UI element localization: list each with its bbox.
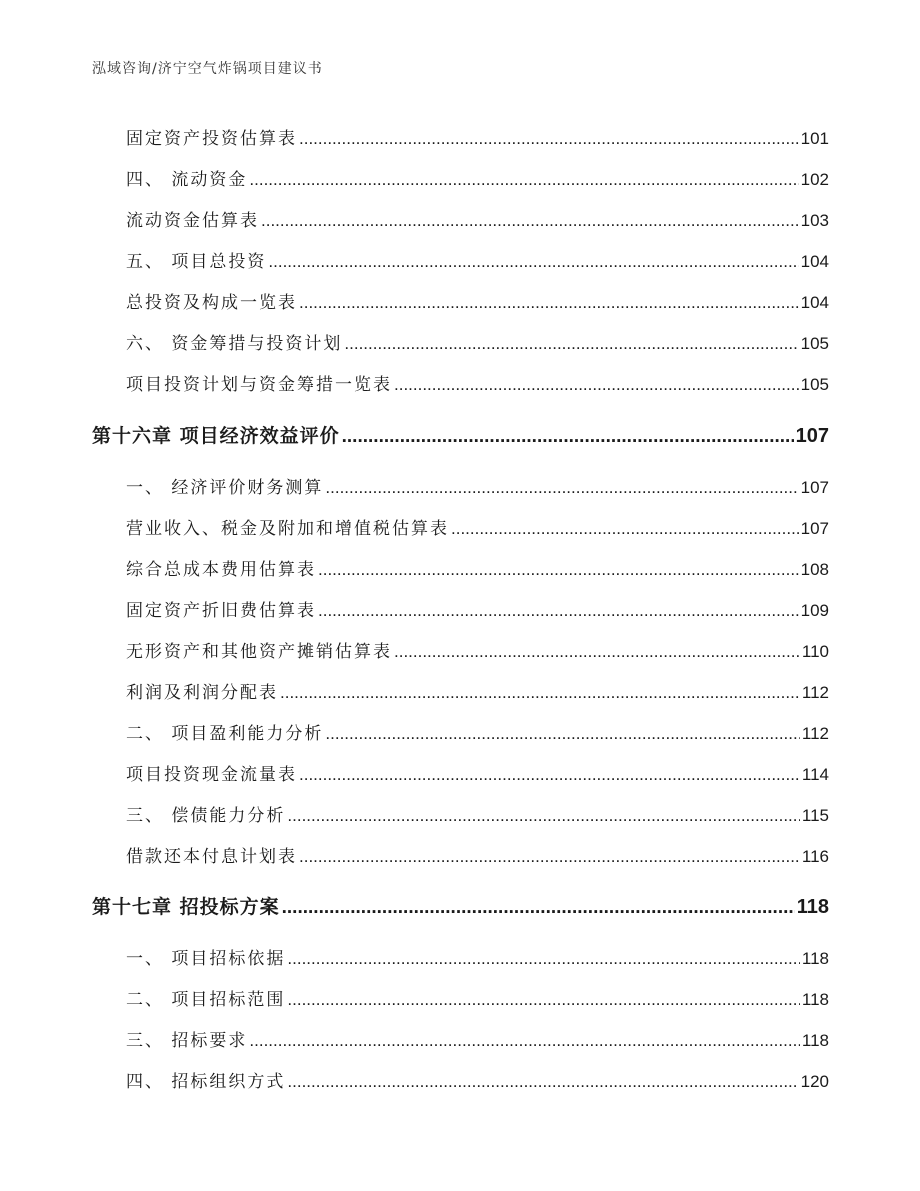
- toc-leader-dots: [451, 519, 799, 539]
- toc-entry-label: 一、 项目招标依据: [126, 949, 286, 969]
- toc-leader-dots: [287, 949, 799, 969]
- toc-leader-dots: [299, 765, 800, 785]
- toc-entry-label: 固定资产折旧费估算表: [126, 601, 316, 621]
- toc-entry-label: 二、 项目盈利能力分析: [126, 724, 324, 744]
- toc-entry-bidding-scope[interactable]: [126, 985, 829, 1010]
- toc-leader-dots: [268, 252, 798, 272]
- toc-entry-label: 利润及利润分配表: [126, 683, 278, 703]
- toc-page-number: 110: [801, 642, 829, 661]
- toc-entry-label: 无形资产和其他资产摊销估算表: [126, 642, 392, 662]
- toc-entry-label: 总投资及构成一览表: [126, 293, 297, 313]
- toc-leader-dots: [287, 1072, 798, 1092]
- toc-page-number: 118: [801, 1031, 829, 1050]
- toc-entry-label: 项目投资计划与资金筹措一览表: [126, 375, 392, 395]
- toc-page-number: 120: [800, 1072, 829, 1091]
- toc-entry-loan-repayment-table[interactable]: [126, 842, 829, 867]
- page-header: 泓域咨询/济宁空气炸锅项目建议书: [92, 61, 323, 77]
- toc-leader-dots: [344, 334, 798, 354]
- toc-entry-label: 综合总成本费用估算表: [126, 560, 316, 580]
- toc-entry-label: 流动资金估算表: [126, 211, 259, 231]
- toc-entry-financing-plan[interactable]: [126, 329, 829, 354]
- toc-entry-label: 借款还本付息计划表: [126, 847, 297, 867]
- toc-page-number: 103: [800, 211, 829, 230]
- toc-entry-working-capital[interactable]: [126, 165, 829, 190]
- toc-entry-label: 项目投资现金流量表: [126, 765, 297, 785]
- toc-entry-label: 五、 项目总投资: [126, 252, 267, 272]
- toc-entry-profit-distribution-table[interactable]: [126, 678, 829, 703]
- toc-page-number: 102: [800, 170, 829, 189]
- toc-entry-total-cost-table[interactable]: [126, 555, 829, 580]
- toc-page-number: 118: [801, 949, 829, 968]
- toc-entry-amortization-table[interactable]: [126, 637, 829, 662]
- toc-entry-investment-plan-table[interactable]: [126, 370, 829, 395]
- toc-page-number: 109: [800, 601, 829, 620]
- toc-leader-dots: [394, 642, 800, 662]
- toc-page-number: 104: [800, 293, 829, 312]
- toc-page-number: 112: [801, 724, 829, 743]
- toc-leader-dots: [280, 683, 800, 703]
- toc-chapter-17[interactable]: [92, 892, 829, 919]
- toc-entry-financial-evaluation[interactable]: [126, 473, 829, 498]
- toc-leader-dots: [299, 129, 799, 149]
- toc-entry-revenue-tax-table[interactable]: [126, 514, 829, 539]
- toc-entry-bidding-organization[interactable]: [126, 1067, 829, 1092]
- toc-entry-label: 二、 项目招标范围: [126, 990, 286, 1010]
- toc-page-number: 116: [801, 847, 829, 866]
- toc-chapter-label: 第十七章 招投标方案: [92, 896, 280, 918]
- toc-entry-bidding-basis[interactable]: [126, 944, 829, 969]
- toc-entry-bidding-requirements[interactable]: [126, 1026, 829, 1051]
- toc-entry-label: 一、 经济评价财务测算: [126, 478, 324, 498]
- toc-leader-dots: [342, 426, 794, 448]
- toc-entry-solvency-analysis[interactable]: [126, 801, 829, 826]
- toc-page-number: 118: [801, 990, 829, 1009]
- toc-leader-dots: [325, 478, 798, 498]
- toc-leader-dots: [282, 897, 795, 919]
- toc-entry-label: 三、 招标要求: [126, 1031, 248, 1051]
- toc-page-number: 107: [800, 478, 829, 497]
- toc-page-number: 105: [800, 375, 829, 394]
- toc-entry-label: 三、 偿债能力分析: [126, 806, 286, 826]
- toc-page-number: 112: [801, 683, 829, 702]
- toc-page-number: 107: [800, 519, 829, 538]
- toc-page-number: 108: [800, 560, 829, 579]
- toc-leader-dots: [261, 211, 799, 231]
- toc-entry-label: 四、 流动资金: [126, 170, 248, 190]
- toc-entry-profitability-analysis[interactable]: [126, 719, 829, 744]
- toc-entry-fixed-asset-investment-table[interactable]: [126, 124, 829, 149]
- toc-entry-investment-composition-table[interactable]: [126, 288, 829, 313]
- toc-leader-dots: [394, 375, 799, 395]
- toc-leader-dots: [299, 847, 800, 867]
- toc-page-number: 114: [801, 765, 829, 784]
- toc-entry-depreciation-table[interactable]: [126, 596, 829, 621]
- toc-leader-dots: [287, 990, 799, 1010]
- toc-entry-label: 四、 招标组织方式: [126, 1072, 286, 1092]
- toc-leader-dots: [287, 806, 799, 826]
- toc-entry-cash-flow-table[interactable]: [126, 760, 829, 785]
- toc-chapter-label: 第十六章 项目经济效益评价: [92, 425, 340, 447]
- toc-page-number: 118: [796, 896, 829, 918]
- toc-entry-label: 固定资产投资估算表: [126, 129, 297, 149]
- toc-leader-dots: [249, 170, 798, 190]
- toc-entry-label: 营业收入、税金及附加和增值税估算表: [126, 519, 449, 539]
- toc-entry-total-investment[interactable]: [126, 247, 829, 272]
- toc-leader-dots: [299, 293, 799, 313]
- toc-leader-dots: [325, 724, 799, 744]
- toc-page-number: 107: [795, 425, 829, 447]
- toc-leader-dots: [318, 601, 799, 621]
- toc-entry-label: 六、 资金筹措与投资计划: [126, 334, 343, 354]
- toc-page-number: 105: [800, 334, 829, 353]
- toc-leader-dots: [318, 560, 799, 580]
- toc-page-number: 115: [801, 806, 829, 825]
- toc-leader-dots: [249, 1031, 799, 1051]
- toc-chapter-16[interactable]: [92, 421, 829, 448]
- toc-page-number: 101: [800, 129, 829, 148]
- toc-entry-working-capital-table[interactable]: [126, 206, 829, 231]
- toc-page-number: 104: [800, 252, 829, 271]
